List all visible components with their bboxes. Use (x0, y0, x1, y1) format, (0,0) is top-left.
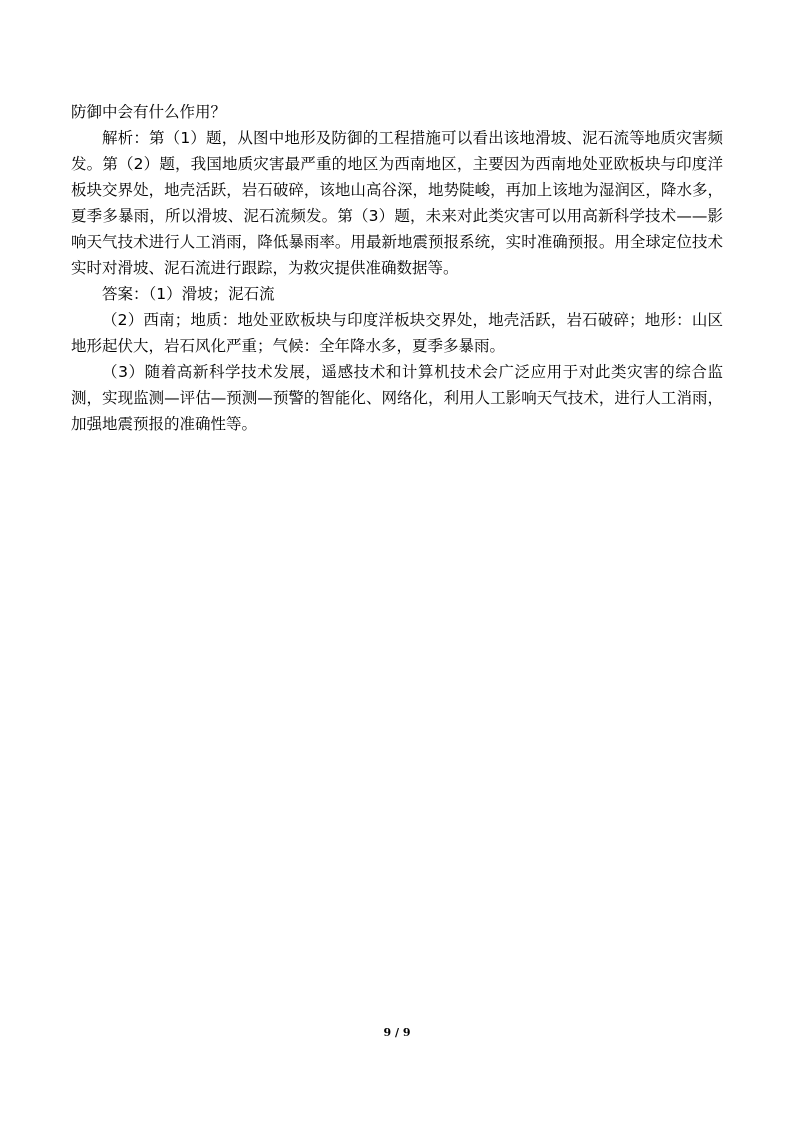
page-number: 9 / 9 (383, 1026, 411, 1039)
document-body (71, 99, 723, 437)
answer-paragraph-1: 答案：（1）滑坡；泥石流 (102, 285, 275, 303)
answer-paragraph-3: （3）随着高新科学技术发展，遥感技术和计算机技术会广泛应用于对此类灾害的综合监测，实现监测—评估—预测—预警的智能化、网络化，利用人工影响天气技术，进行人工消雨，加强地震预报的准确性等。 (71, 363, 723, 433)
answer-paragraph-2: （2）西南；地质：地处亚欧板块与印度洋板块交界处，地壳活跃，岩石破碎；地形：山区地形起伏大，岩石风化严重；气候：全年降水多，夏季多暴雨。 (71, 311, 723, 355)
question-continuation: 防御中会有什么作用？ (71, 103, 227, 121)
analysis-paragraph: 解析：第（1）题，从图中地形及防御的工程措施可以看出该地滑坡、泥石流等地质灾害频发。第（2）题，我国地质灾害最严重的地区为西南地区，主要因为西南地处亚欧板块与印度洋板块交界处，地壳活跃，岩石破碎，该地山高谷深，地势陡峻，再加上该地为湿润区，降水多，夏季多暴雨，所以滑坡、泥石流频发。第（3）题，未来对此类灾害可以用高新科学技术——影响天气技术进行人工消雨，降低暴雨率。用最新地震预报系统，实时准确预报。用全球定位技术实时对滑坡、泥石流进行跟踪，为救灾提供准确数据等。 (71, 129, 723, 277)
